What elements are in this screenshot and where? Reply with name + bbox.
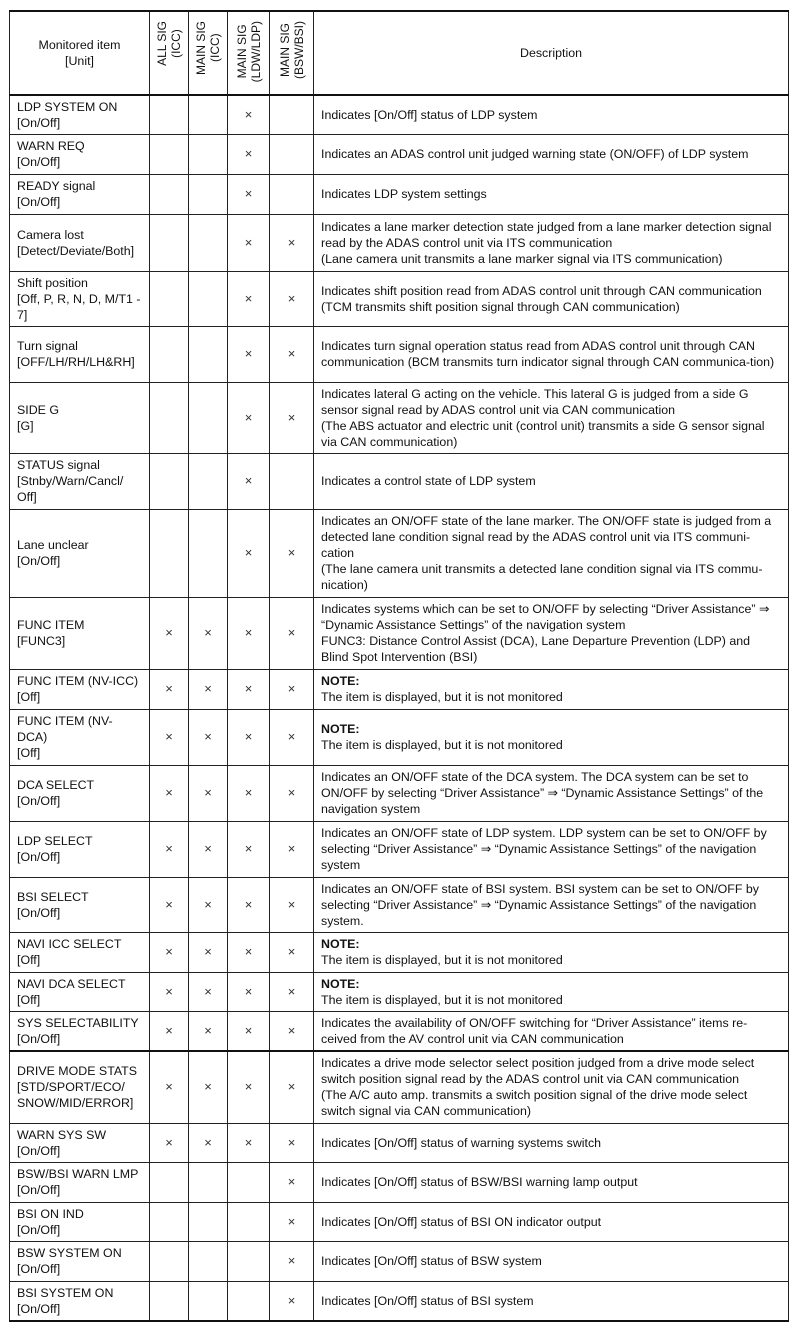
table-body — [10, 95, 789, 1321]
applicable-mark: × — [244, 1022, 253, 1038]
signal-mark-cell-2 — [189, 669, 228, 709]
header-description-text: Description — [520, 46, 582, 60]
applicable-mark: × — [287, 346, 296, 361]
signal-mark-cell-2 — [189, 821, 228, 877]
monitored-item-cell — [10, 1162, 150, 1202]
applicable-mark: × — [287, 785, 296, 800]
applicable-mark: × — [204, 785, 212, 800]
signal-mark-cell-3 — [228, 174, 270, 214]
applicable-mark: × — [244, 729, 253, 744]
signal-mark-cell-1 — [150, 1123, 189, 1162]
applicable-mark: × — [244, 545, 253, 560]
signal-mark-cell-1 — [150, 382, 189, 453]
monitored-item-cell — [10, 877, 150, 932]
monitored-item-cell — [10, 1281, 150, 1321]
applicable-mark: × — [204, 1022, 212, 1038]
applicable-mark: × — [244, 785, 253, 800]
description-text: Indicates [On/Off] status of BSI system — [321, 1293, 534, 1308]
applicable-mark: × — [165, 681, 173, 696]
signal-mark-cell-2 — [189, 271, 228, 326]
applicable-mark: × — [204, 841, 212, 856]
description-cell — [314, 382, 789, 453]
description-cell — [314, 174, 789, 214]
header-monitored-item-text: Monitored item [Unit] — [38, 38, 121, 68]
signal-mark-cell-2 — [189, 1011, 228, 1051]
monitored-item-cell — [10, 821, 150, 877]
signal-mark-cell-2 — [189, 877, 228, 932]
monitored-item-name: FUNC ITEM (NV- DCA) [Off] — [17, 714, 113, 760]
table-row — [10, 1123, 789, 1162]
applicable-mark: × — [244, 983, 253, 999]
applicable-mark: × — [204, 896, 212, 912]
signal-mark-cell-3 — [228, 1051, 270, 1123]
description-text: Indicates a drive mode selector select position judged from a drive mode select switch position signal read by the ADAS control unit via CAN communication (The A/C auto amp. transmits a switch position signal of the drive mode select switch signal via CAN communication) — [321, 1056, 755, 1119]
description-cell — [314, 214, 789, 271]
monitored-item-cell — [10, 709, 150, 765]
signal-mark-cell-1 — [150, 765, 189, 821]
signal-mark-cell-4 — [270, 669, 314, 709]
description-cell — [314, 1162, 789, 1202]
applicable-mark: × — [165, 896, 173, 912]
table-row — [10, 453, 789, 509]
signal-mark-cell-2 — [189, 95, 228, 134]
table-row — [10, 877, 789, 932]
monitored-item-name: BSW/BSI WARN LMP [On/Off] — [17, 1167, 139, 1197]
signal-mark-cell-2 — [189, 1051, 228, 1123]
signal-mark-cell-3 — [228, 1162, 270, 1202]
monitored-item-cell — [10, 765, 150, 821]
monitored-item-name: Turn signal [OFF/LH/RH/LH&RH] — [17, 339, 135, 369]
description-cell — [314, 1281, 789, 1321]
table-row — [10, 932, 789, 972]
monitored-item-name: WARN REQ [On/Off] — [17, 139, 85, 169]
signal-mark-cell-1 — [150, 1202, 189, 1241]
description-cell — [314, 1202, 789, 1241]
signal-mark-cell-4 — [270, 1241, 314, 1281]
applicable-mark: × — [287, 681, 296, 696]
applicable-mark: × — [244, 234, 253, 250]
signal-mark-cell-1 — [150, 326, 189, 382]
signal-mark-cell-2 — [189, 134, 228, 174]
applicable-mark: × — [165, 841, 173, 856]
signal-mark-cell-2 — [189, 1202, 228, 1241]
monitored-item-cell — [10, 271, 150, 326]
monitored-item-name: BSI SYSTEM ON [On/Off] — [17, 1285, 114, 1316]
applicable-mark: × — [204, 983, 212, 999]
header-main-sig-icc — [189, 11, 228, 95]
table-row — [10, 972, 789, 1011]
note-label: NOTE: — [321, 674, 360, 688]
applicable-mark: × — [244, 146, 253, 161]
signal-mark-cell-3 — [228, 214, 270, 271]
description-text: Indicates an ON/OFF state of LDP system. LDP system can be set to ON/OFF by selecting “Driver Assistance” ⇒ “Dynamic Assistance Settings” of the navigation system — [321, 826, 767, 872]
header-all-sig-icc-text: ALL SIG (ICC) — [155, 21, 183, 66]
signal-mark-cell-4 — [270, 214, 314, 271]
applicable-mark: × — [204, 729, 212, 744]
signal-mark-cell-2 — [189, 214, 228, 271]
monitored-item-cell — [10, 174, 150, 214]
table-row — [10, 709, 789, 765]
header-description — [314, 11, 789, 95]
monitored-item-name: DRIVE MODE STATS [STD/SPORT/ECO/ SNOW/MID/ERROR] — [17, 1064, 138, 1111]
monitored-item-name: LDP SYSTEM ON [On/Off] — [17, 99, 118, 130]
signal-mark-cell-3 — [228, 597, 270, 669]
header-main-sig-ldw-ldp — [228, 11, 270, 95]
applicable-mark: × — [287, 1292, 296, 1308]
signal-mark-cell-3 — [228, 326, 270, 382]
applicable-mark: × — [244, 409, 253, 425]
description-text: Indicates an ON/OFF state of the lane marker. The ON/OFF state is judged from a detected lane condition signal read by the ADAS control unit via ITS communi-cation (The lane camera unit transmits a detected lane condition signal via ITS commu-nication) — [321, 514, 772, 592]
signal-mark-cell-1 — [150, 453, 189, 509]
header-main-sig-ldw-ldp-text: MAIN SIG (LDW/LDP) — [234, 21, 263, 83]
signal-mark-cell-3 — [228, 1011, 270, 1051]
applicable-mark: × — [165, 785, 173, 800]
signal-mark-cell-4 — [270, 709, 314, 765]
signal-mark-cell-4 — [270, 1281, 314, 1321]
applicable-mark: × — [244, 290, 253, 306]
signal-mark-cell-3 — [228, 1241, 270, 1281]
monitored-item-name: Lane unclear [On/Off] — [17, 538, 89, 568]
monitored-item-name: DCA SELECT [On/Off] — [17, 778, 95, 808]
table-row — [10, 1241, 789, 1281]
header-main-sig-icc-text: MAIN SIG (ICC) — [194, 21, 222, 76]
monitored-item-name: SIDE G [G] — [17, 402, 59, 433]
signal-mark-cell-3 — [228, 1123, 270, 1162]
description-text: Indicates [On/Off] status of BSI ON indicator output — [321, 1214, 602, 1229]
monitored-item-cell — [10, 1011, 150, 1051]
table-row — [10, 669, 789, 709]
monitored-item-cell — [10, 972, 150, 1011]
applicable-mark: × — [165, 944, 173, 959]
signal-mark-cell-1 — [150, 214, 189, 271]
table-row — [10, 382, 789, 453]
applicable-mark: × — [287, 234, 296, 250]
description-text: Indicates a control state of LDP system — [321, 474, 536, 488]
applicable-mark: × — [244, 1079, 253, 1095]
monitored-item-name: BSI SELECT [On/Off] — [17, 889, 89, 920]
signal-mark-cell-4 — [270, 1123, 314, 1162]
description-cell — [314, 134, 789, 174]
monitored-item-name: READY signal [On/Off] — [17, 179, 96, 209]
monitored-item-cell — [10, 214, 150, 271]
signal-mark-cell-1 — [150, 821, 189, 877]
signal-mark-cell-3 — [228, 972, 270, 1011]
table-row — [10, 214, 789, 271]
note-label: NOTE: — [321, 976, 360, 991]
applicable-mark: × — [287, 1134, 296, 1150]
table-row — [10, 1281, 789, 1321]
description-text: Indicates a lane marker detection state judged from a lane marker detection signal read by the ADAS control unit via ITS communication (Lane camera unit transmits a lane marker signal via ITS communication) — [321, 219, 772, 266]
signal-mark-cell-1 — [150, 271, 189, 326]
description-text: Indicates [On/Off] status of BSW/BSI warning lamp output — [321, 1175, 638, 1189]
monitored-item-name: NAVI DCA SELECT [Off] — [17, 976, 126, 1007]
description-cell — [314, 326, 789, 382]
signal-mark-cell-2 — [189, 932, 228, 972]
monitored-item-cell — [10, 1123, 150, 1162]
applicable-mark: × — [204, 1079, 212, 1095]
signal-mark-cell-4 — [270, 382, 314, 453]
description-text: The item is displayed, but it is not monitored — [321, 690, 563, 704]
description-cell — [314, 95, 789, 134]
description-cell — [314, 1051, 789, 1123]
signal-mark-cell-1 — [150, 1281, 189, 1321]
signal-mark-cell-1 — [150, 174, 189, 214]
table-row — [10, 134, 789, 174]
applicable-mark: × — [287, 1079, 296, 1095]
signal-mark-cell-4 — [270, 932, 314, 972]
description-text: Indicates [On/Off] status of warning systems switch — [321, 1135, 602, 1150]
monitored-item-cell — [10, 453, 150, 509]
description-text: Indicates turn signal operation status read from ADAS control unit through CAN communication (BCM transmits turn indicator signal through CAN communica-tion) — [321, 339, 775, 369]
monitored-item-cell — [10, 932, 150, 972]
signal-mark-cell-3 — [228, 509, 270, 597]
signal-mark-cell-3 — [228, 1202, 270, 1241]
monitor-item-document — [9, 10, 788, 1322]
table-row — [10, 326, 789, 382]
signal-mark-cell-1 — [150, 597, 189, 669]
signal-mark-cell-1 — [150, 932, 189, 972]
applicable-mark: × — [244, 841, 253, 856]
signal-mark-cell-4 — [270, 95, 314, 134]
signal-mark-cell-3 — [228, 134, 270, 174]
description-text: Indicates systems which can be set to ON/OFF by selecting “Driver Assistance” ⇒ “Dynamic Assistance Settings” of the navigation system FUNC3: Distance Control Assist (DCA), Lane Departure Prevention (LDP) and Blind Spot Intervention (BSI) — [321, 602, 770, 664]
signal-mark-cell-4 — [270, 509, 314, 597]
description-cell — [314, 972, 789, 1011]
description-cell — [314, 453, 789, 509]
description-cell — [314, 765, 789, 821]
description-text: Indicates [On/Off] status of LDP system — [321, 107, 538, 122]
signal-mark-cell-3 — [228, 877, 270, 932]
signal-mark-cell-2 — [189, 765, 228, 821]
signal-mark-cell-1 — [150, 509, 189, 597]
signal-mark-cell-1 — [150, 1162, 189, 1202]
signal-mark-cell-2 — [189, 1281, 228, 1321]
applicable-mark: × — [287, 625, 296, 640]
monitored-item-name: Camera lost [Detect/Deviate/Both] — [17, 227, 135, 258]
signal-mark-cell-3 — [228, 669, 270, 709]
description-cell — [314, 877, 789, 932]
signal-mark-cell-1 — [150, 972, 189, 1011]
signal-mark-cell-2 — [189, 382, 228, 453]
description-cell — [314, 509, 789, 597]
signal-mark-cell-4 — [270, 134, 314, 174]
signal-mark-cell-4 — [270, 1202, 314, 1241]
applicable-mark: × — [204, 944, 212, 959]
applicable-mark: × — [244, 681, 253, 696]
monitored-item-cell — [10, 597, 150, 669]
signal-mark-cell-3 — [228, 453, 270, 509]
monitored-item-name: BSW SYSTEM ON [On/Off] — [17, 1246, 122, 1276]
applicable-mark: × — [165, 1079, 173, 1095]
description-cell — [314, 1011, 789, 1051]
description-text: The item is displayed, but it is not monitored — [321, 953, 563, 967]
header-all-sig-icc — [150, 11, 189, 95]
signal-mark-cell-2 — [189, 174, 228, 214]
table-row — [10, 597, 789, 669]
table-row — [10, 765, 789, 821]
monitored-item-name: FUNC ITEM [FUNC3] — [17, 618, 85, 648]
signal-mark-cell-2 — [189, 1162, 228, 1202]
monitored-item-name: SYS SELECTABILITY [On/Off] — [17, 1015, 139, 1046]
table-row — [10, 1202, 789, 1241]
signal-mark-cell-3 — [228, 932, 270, 972]
signal-mark-cell-4 — [270, 765, 314, 821]
applicable-mark: × — [287, 983, 296, 999]
signal-mark-cell-1 — [150, 1051, 189, 1123]
signal-mark-cell-3 — [228, 271, 270, 326]
signal-mark-cell-3 — [228, 765, 270, 821]
description-cell — [314, 597, 789, 669]
monitored-item-cell — [10, 509, 150, 597]
table-header-row — [10, 11, 789, 95]
monitored-item-name: BSI ON IND [On/Off] — [17, 1206, 84, 1237]
signal-mark-cell-2 — [189, 1241, 228, 1281]
description-text: Indicates an ON/OFF state of the DCA system. The DCA system can be set to ON/OFF by selecting “Driver Assistance” ⇒ “Dynamic Assistance Settings” of the navigation system — [321, 770, 764, 816]
signal-mark-cell-2 — [189, 972, 228, 1011]
applicable-mark: × — [244, 186, 253, 201]
applicable-mark: × — [165, 625, 173, 640]
monitored-item-name: FUNC ITEM (NV-ICC) [Off] — [17, 674, 139, 704]
table-row — [10, 509, 789, 597]
monitored-item-cell — [10, 95, 150, 134]
applicable-mark: × — [244, 106, 253, 122]
signal-mark-cell-2 — [189, 326, 228, 382]
table-row — [10, 1051, 789, 1123]
applicable-mark: × — [287, 1022, 296, 1038]
applicable-mark: × — [244, 1134, 253, 1150]
signal-mark-cell-4 — [270, 271, 314, 326]
signal-mark-cell-3 — [228, 382, 270, 453]
applicable-mark: × — [287, 1213, 296, 1229]
monitored-item-name: WARN SYS SW [On/Off] — [17, 1127, 107, 1158]
signal-mark-cell-4 — [270, 453, 314, 509]
applicable-mark: × — [244, 896, 253, 912]
note-label: NOTE: — [321, 722, 360, 736]
table-row — [10, 95, 789, 134]
signal-mark-cell-4 — [270, 877, 314, 932]
applicable-mark: × — [287, 944, 296, 959]
signal-mark-cell-1 — [150, 877, 189, 932]
applicable-mark: × — [287, 841, 296, 856]
signal-mark-cell-2 — [189, 597, 228, 669]
monitored-item-cell — [10, 669, 150, 709]
applicable-mark: × — [287, 896, 296, 912]
applicable-mark: × — [244, 473, 253, 488]
signal-mark-cell-4 — [270, 1162, 314, 1202]
table-row — [10, 1011, 789, 1051]
signal-mark-cell-4 — [270, 821, 314, 877]
signal-mark-cell-2 — [189, 509, 228, 597]
description-cell — [314, 1241, 789, 1281]
monitored-item-cell — [10, 326, 150, 382]
monitored-item-cell — [10, 1051, 150, 1123]
monitored-item-cell — [10, 1241, 150, 1281]
signal-mark-cell-4 — [270, 597, 314, 669]
monitored-item-name: STATUS signal [Stnby/Warn/Cancl/ Off] — [17, 458, 124, 504]
applicable-mark: × — [244, 625, 253, 640]
applicable-mark: × — [287, 290, 296, 306]
applicable-mark: × — [165, 729, 173, 744]
monitored-item-name: NAVI ICC SELECT [Off] — [17, 937, 122, 967]
signal-mark-cell-1 — [150, 709, 189, 765]
description-cell — [314, 1123, 789, 1162]
signal-mark-cell-4 — [270, 972, 314, 1011]
monitored-item-cell — [10, 1202, 150, 1241]
description-cell — [314, 709, 789, 765]
table-row — [10, 174, 789, 214]
signal-mark-cell-4 — [270, 1011, 314, 1051]
table-row — [10, 1162, 789, 1202]
signal-mark-cell-4 — [270, 1051, 314, 1123]
signal-mark-cell-4 — [270, 174, 314, 214]
signal-mark-cell-4 — [270, 326, 314, 382]
table-row — [10, 821, 789, 877]
signal-mark-cell-1 — [150, 1011, 189, 1051]
description-text: Indicates shift position read from ADAS control unit through CAN communication (TCM transmits shift position signal through CAN communication) — [321, 283, 762, 314]
applicable-mark: × — [244, 346, 253, 361]
applicable-mark: × — [165, 1134, 173, 1150]
table-row — [10, 271, 789, 326]
signal-mark-cell-2 — [189, 709, 228, 765]
monitored-item-cell — [10, 134, 150, 174]
description-text: Indicates an ON/OFF state of BSI system. BSI system can be set to ON/OFF by selecting “Driver Assistance” ⇒ “Dynamic Assistance Settings” of the navigation system. — [321, 881, 759, 928]
signal-mark-cell-3 — [228, 1281, 270, 1321]
signal-mark-cell-3 — [228, 821, 270, 877]
applicable-mark: × — [287, 409, 296, 425]
signal-mark-cell-2 — [189, 1123, 228, 1162]
signal-mark-cell-1 — [150, 134, 189, 174]
applicable-mark: × — [244, 944, 253, 959]
description-text: Indicates [On/Off] status of BSW system — [321, 1254, 542, 1268]
monitored-item-name: LDP SELECT [On/Off] — [17, 834, 93, 864]
signal-mark-cell-1 — [150, 95, 189, 134]
description-text: Indicates LDP system settings — [321, 187, 487, 201]
signal-mark-cell-1 — [150, 1241, 189, 1281]
description-cell — [314, 669, 789, 709]
note-label: NOTE: — [321, 937, 360, 951]
description-cell — [314, 932, 789, 972]
header-main-sig-bsw-bsi-text: MAIN SIG (BSW/BSI) — [277, 21, 306, 80]
monitored-item-cell — [10, 382, 150, 453]
signal-mark-cell-2 — [189, 453, 228, 509]
applicable-mark: × — [287, 1253, 296, 1268]
applicable-mark: × — [165, 1022, 173, 1038]
header-monitored-item — [10, 11, 150, 95]
applicable-mark: × — [287, 545, 296, 560]
header-main-sig-bsw-bsi — [270, 11, 314, 95]
applicable-mark: × — [287, 1174, 296, 1189]
applicable-mark: × — [204, 625, 212, 640]
signal-mark-cell-1 — [150, 669, 189, 709]
description-text: The item is displayed, but it is not monitored — [321, 738, 563, 752]
description-text: Indicates the availability of ON/OFF switching for “Driver Assistance” items re-ceived from the AV control unit via CAN communication — [321, 1015, 748, 1046]
description-text: Indicates lateral G acting on the vehicle. This lateral G is judged from a side G sensor signal read by ADAS control unit via CAN communication (The ABS actuator and electric unit (control unit) transmits a side G sensor signal via CAN communication) — [321, 386, 765, 449]
monitor-item-table — [9, 10, 789, 1322]
description-cell — [314, 821, 789, 877]
signal-mark-cell-3 — [228, 709, 270, 765]
signal-mark-cell-3 — [228, 95, 270, 134]
description-cell — [314, 271, 789, 326]
description-text: Indicates an ADAS control unit judged warning state (ON/OFF) of LDP system — [321, 147, 749, 161]
monitored-item-name: Shift position [Off, P, R, N, D, M/T1 - 7] — [17, 275, 141, 322]
applicable-mark: × — [204, 1134, 212, 1150]
description-text: The item is displayed, but it is not monitored — [321, 992, 563, 1007]
applicable-mark: × — [204, 681, 212, 696]
applicable-mark: × — [287, 729, 296, 744]
applicable-mark: × — [165, 983, 173, 999]
